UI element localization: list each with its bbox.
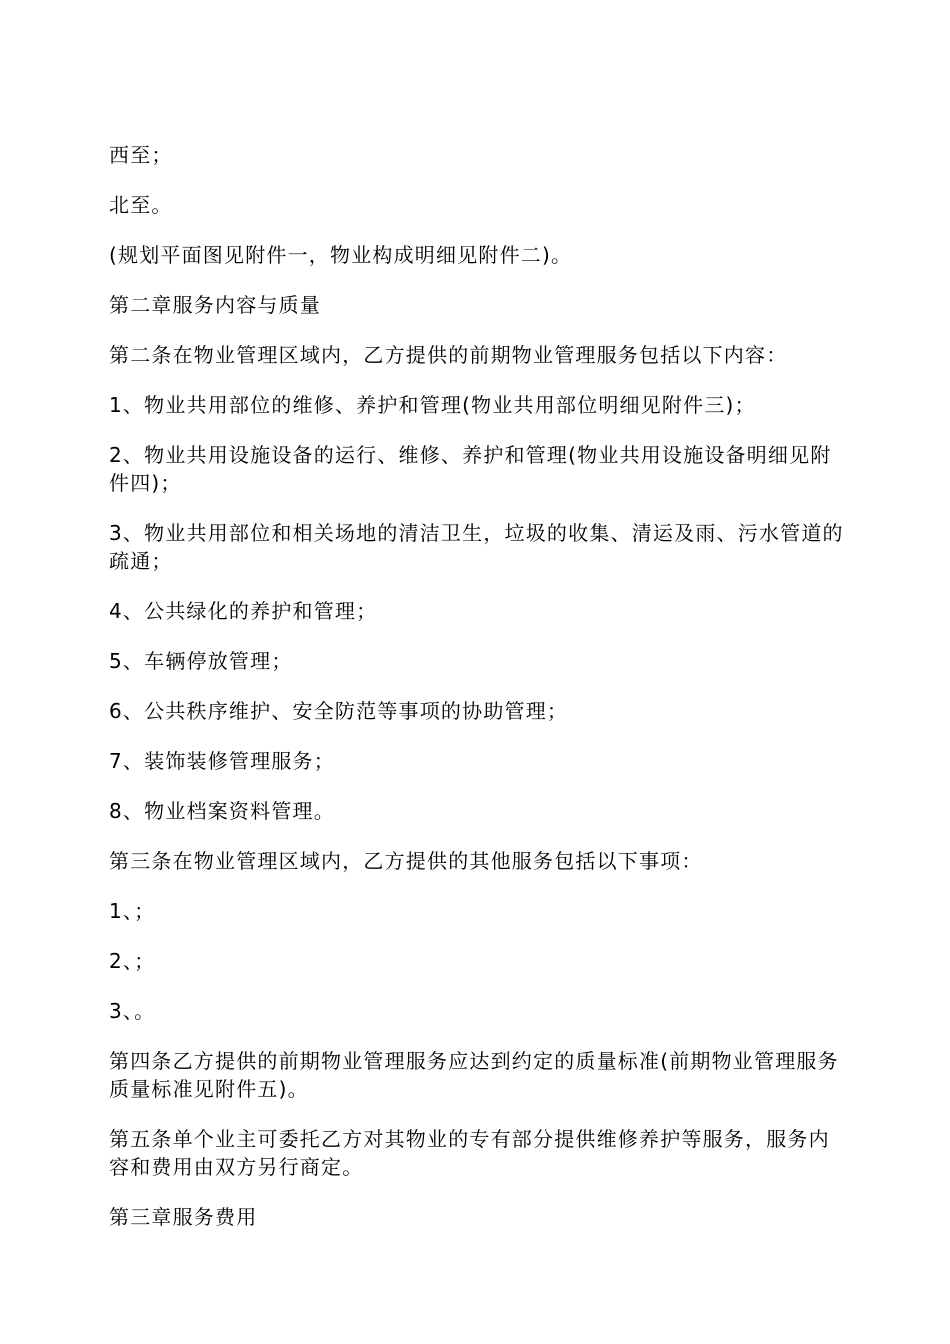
article-three: 第三条在物业管理区域内，乙方提供的其他服务包括以下事项：: [109, 849, 703, 873]
list-item-3: 3、物业共用部位和相关场地的清洁卫生，垃圾的收集、清运及雨、污水管道的疏通；: [109, 521, 844, 573]
paragraph-north-boundary: 北至。: [109, 193, 173, 217]
list-item-1: 1、物业共用部位的维修、养护和管理(物业共用部位明细见附件三)；: [109, 393, 756, 417]
other-service-item-3: 3、。: [109, 999, 156, 1023]
other-service-item-1: 1、；: [109, 899, 156, 923]
list-item-2: 2、物业共用设施设备的运行、维修、养护和管理(物业共用设施设备明细见附件四)；: [109, 443, 832, 495]
list-item-4: 4、公共绿化的养护和管理；: [109, 599, 378, 623]
list-item-5: 5、车辆停放管理；: [109, 649, 293, 673]
list-item-6: 6、公共秩序维护、安全防范等事项的协助管理；: [109, 699, 569, 723]
chapter-heading-service-content: 第二章服务内容与质量: [109, 293, 321, 317]
chapter-heading-service-fees: 第三章服务费用: [109, 1205, 258, 1229]
list-item-8: 8、物业档案资料管理。: [109, 799, 335, 823]
paragraph-west-boundary: 西至；: [109, 143, 173, 167]
article-two: 第二条在物业管理区域内，乙方提供的前期物业管理服务包括以下内容：: [109, 343, 788, 367]
other-service-item-2: 2、；: [109, 949, 156, 973]
document-body: [109, 141, 844, 1253]
list-item-7: 7、装饰装修管理服务；: [109, 749, 335, 773]
article-four: 第四条乙方提供的前期物业管理服务应达到约定的质量标准(前期物业管理服务质量标准见附件五)。: [109, 1049, 839, 1101]
article-five: 第五条单个业主可委托乙方对其物业的专有部分提供维修养护等服务，服务内容和费用由双方另行商定。: [109, 1127, 830, 1179]
paragraph-attachment-note: (规划平面图见附件一，物业构成明细见附件二)。: [109, 243, 573, 267]
